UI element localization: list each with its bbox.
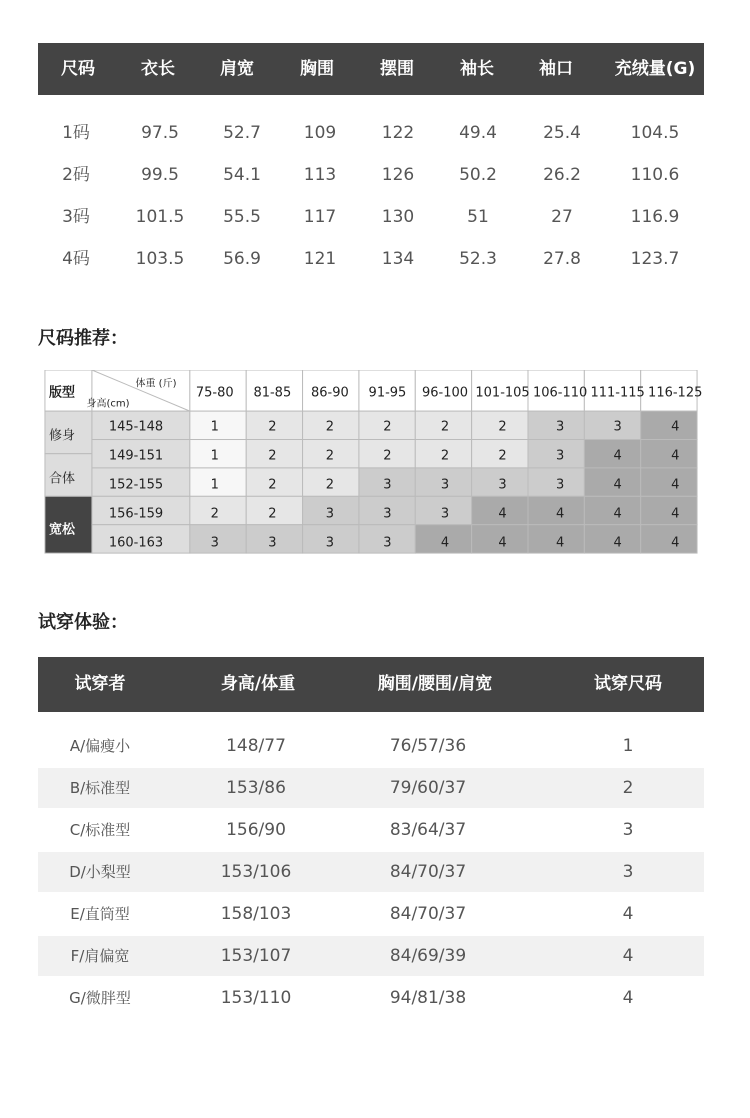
fit-column-header: 版型 <box>48 385 76 401</box>
size-grid-value: 2 <box>440 419 450 434</box>
size-grid-value: 1 <box>210 448 219 463</box>
size-grid-cell <box>641 525 697 553</box>
size-grid-value: 4 <box>498 506 507 521</box>
size-grid-cell <box>584 440 640 468</box>
trial-row <box>38 726 704 766</box>
size-cell: 104.5 <box>630 123 680 143</box>
size-cell: 130 <box>381 207 415 227</box>
size-grid-value: 2 <box>325 477 335 492</box>
weight-range-label: 116-125 <box>648 385 703 401</box>
size-grid-value: 3 <box>440 506 450 521</box>
size-grid-cell <box>641 468 697 496</box>
weight-range-label: 81-85 <box>253 385 292 401</box>
size-cell: 134 <box>381 249 415 269</box>
trial-size: 4 <box>622 904 634 924</box>
trial-height-weight: 148/77 <box>226 736 286 756</box>
trial-tester: D/小梨型 <box>69 863 131 881</box>
trial-height-weight: 156/90 <box>226 820 286 840</box>
size-header-cell: 袖口 <box>539 59 573 79</box>
size-header-cell: 肩宽 <box>220 59 254 79</box>
size-cell: 1码 <box>62 123 90 143</box>
size-grid-value: 4 <box>671 477 680 492</box>
weight-range-label: 101-105 <box>475 385 530 401</box>
size-grid-value: 2 <box>268 477 277 492</box>
trial-row <box>38 810 704 850</box>
size-header-cell: 摆围 <box>380 59 414 79</box>
trial-tester: C/标准型 <box>69 821 131 839</box>
size-grid-value: 2 <box>498 448 507 463</box>
height-range-label: 160-163 <box>108 535 164 550</box>
size-recommend-grid <box>38 370 704 562</box>
size-grid-value: 4 <box>555 506 565 521</box>
size-grid-value: 3 <box>210 535 219 550</box>
size-grid-value: 3 <box>325 506 335 521</box>
trial-tester: A/偏瘦小 <box>69 737 131 755</box>
trial-header-cell: 试穿尺码 <box>594 674 662 694</box>
weight-range-label: 75-80 <box>195 385 234 401</box>
trial-tester: B/标准型 <box>69 779 131 797</box>
trial-measurements: 76/57/36 <box>389 736 467 756</box>
height-range-label: 156-159 <box>108 506 164 521</box>
size-grid-value: 4 <box>613 535 622 550</box>
size-grid-value: 2 <box>268 448 277 463</box>
weight-range-label: 106-110 <box>532 385 588 401</box>
size-cell: 27.8 <box>543 249 581 269</box>
size-grid-value: 4 <box>613 448 622 463</box>
size-cell: 52.7 <box>223 123 261 143</box>
size-cell: 50.2 <box>459 165 497 185</box>
size-cell: 121 <box>303 249 337 269</box>
trial-height-weight: 153/107 <box>220 946 292 966</box>
weight-range-label: 91-95 <box>368 385 407 401</box>
trial-height-weight: 153/110 <box>220 988 292 1008</box>
size-cell: 101.5 <box>135 207 185 227</box>
size-header-cell: 尺码 <box>61 59 95 79</box>
trial-row <box>38 768 704 808</box>
fit-label: 合体 <box>48 471 76 487</box>
trial-measurements: 83/64/37 <box>389 820 467 840</box>
size-grid-value: 3 <box>268 535 277 550</box>
trial-row <box>38 936 704 976</box>
size-cell: 113 <box>303 165 337 185</box>
height-range-label: 149-151 <box>108 448 164 463</box>
size-grid-value: 3 <box>325 535 335 550</box>
size-table-header <box>38 43 704 95</box>
size-grid-value: 3 <box>555 448 565 463</box>
trial-size: 1 <box>622 736 634 756</box>
trial-header-cell: 身高/体重 <box>220 674 296 694</box>
size-cell: 103.5 <box>135 249 185 269</box>
size-grid-cell <box>584 468 640 496</box>
size-grid-cell <box>584 496 640 524</box>
size-cell: 109 <box>303 123 337 143</box>
size-cell: 110.6 <box>630 165 680 185</box>
size-cell: 51 <box>467 207 489 227</box>
trial-size: 3 <box>622 862 634 882</box>
trial-measurements: 84/70/37 <box>389 904 467 924</box>
trial-tester: F/肩偏宽 <box>70 947 130 965</box>
size-grid-value: 4 <box>555 535 565 550</box>
size-grid-cell <box>641 496 697 524</box>
height-axis-label: 身高(cm) <box>86 398 130 410</box>
trial-row <box>38 894 704 934</box>
size-grid-value: 4 <box>671 448 680 463</box>
size-grid-value: 4 <box>671 535 680 550</box>
trial-header-cell: 试穿者 <box>74 674 126 694</box>
recommend-title: 尺码推荐： <box>38 328 128 349</box>
trial-height-weight: 158/103 <box>220 904 292 924</box>
size-cell: 123.7 <box>630 249 680 269</box>
size-grid-value: 3 <box>383 506 392 521</box>
trial-height-weight: 153/86 <box>226 778 286 798</box>
trial-tester: E/直筒型 <box>70 905 130 923</box>
weight-axis-label: 体重 (斤) <box>135 378 177 390</box>
size-cell: 25.4 <box>543 123 581 143</box>
size-grid-value: 4 <box>613 506 622 521</box>
size-cell: 52.3 <box>459 249 497 269</box>
size-cell: 54.1 <box>223 165 261 185</box>
size-grid-value: 2 <box>210 506 219 521</box>
size-grid-value: 4 <box>498 535 507 550</box>
size-grid-cell <box>641 411 697 439</box>
size-cell: 99.5 <box>141 165 179 185</box>
size-table-row <box>38 202 704 232</box>
size-grid-value: 4 <box>613 477 622 492</box>
size-cell: 122 <box>381 123 415 143</box>
size-grid-value: 2 <box>383 419 392 434</box>
size-header-cell: 充绒量(G) <box>614 59 696 79</box>
size-grid-cell <box>584 525 640 553</box>
size-grid-value: 2 <box>268 419 277 434</box>
weight-range-label: 96-100 <box>421 385 469 401</box>
size-grid-value: 3 <box>555 419 565 434</box>
size-grid-value: 3 <box>498 477 507 492</box>
trial-size: 2 <box>622 778 634 798</box>
size-grid-value: 4 <box>671 506 680 521</box>
trial-table-header <box>38 657 704 712</box>
trial-size: 4 <box>622 946 634 966</box>
trial-tester: G/微胖型 <box>69 989 131 1007</box>
size-table-row <box>38 244 704 274</box>
size-cell: 56.9 <box>223 249 261 269</box>
size-cell: 97.5 <box>141 123 179 143</box>
trial-height-weight: 153/106 <box>220 862 292 882</box>
size-grid-value: 1 <box>210 419 219 434</box>
size-grid-value: 2 <box>325 448 335 463</box>
trial-row <box>38 978 704 1018</box>
trial-size: 4 <box>622 988 634 1008</box>
trial-header-cell: 胸围/腰围/肩宽 <box>377 674 493 694</box>
size-grid-value: 4 <box>671 419 680 434</box>
height-range-label: 145-148 <box>108 419 164 434</box>
size-cell: 126 <box>381 165 415 185</box>
size-grid-cell <box>584 411 640 439</box>
trial-title: 试穿体验： <box>38 612 128 633</box>
size-cell: 117 <box>303 207 337 227</box>
size-cell: 49.4 <box>459 123 497 143</box>
trial-size: 3 <box>622 820 634 840</box>
weight-range-label: 111-115 <box>590 385 645 401</box>
height-range-label: 152-155 <box>108 477 164 492</box>
size-grid-value: 2 <box>383 448 392 463</box>
weight-range-label: 86-90 <box>310 385 349 401</box>
size-header-cell: 袖长 <box>460 59 494 79</box>
size-grid-value: 3 <box>613 419 622 434</box>
size-table-row <box>38 160 704 190</box>
size-cell: 116.9 <box>630 207 680 227</box>
size-grid-value: 2 <box>498 419 507 434</box>
trial-row <box>38 852 704 892</box>
trial-measurements: 84/69/39 <box>389 946 467 966</box>
size-grid-cell <box>641 440 697 468</box>
fit-label: 宽松 <box>48 522 76 538</box>
size-grid-value: 3 <box>555 477 565 492</box>
size-cell: 26.2 <box>543 165 581 185</box>
size-grid-value: 2 <box>325 419 335 434</box>
trial-measurements: 79/60/37 <box>389 778 467 798</box>
size-cell: 2码 <box>62 165 90 185</box>
size-cell: 4码 <box>62 249 90 269</box>
size-header-cell: 衣长 <box>141 59 175 79</box>
size-header-cell: 胸围 <box>300 59 334 79</box>
size-cell: 27 <box>551 207 573 227</box>
size-grid-value: 3 <box>383 535 392 550</box>
size-grid-value: 1 <box>210 477 219 492</box>
trial-measurements: 84/70/37 <box>389 862 467 882</box>
size-grid-value: 3 <box>440 477 450 492</box>
trial-measurements: 94/81/38 <box>389 988 467 1008</box>
fit-label: 修身 <box>48 428 76 444</box>
size-cell: 55.5 <box>223 207 261 227</box>
size-table-row <box>38 118 704 148</box>
size-grid-value: 2 <box>440 448 450 463</box>
size-grid-value: 2 <box>268 506 277 521</box>
size-cell: 3码 <box>62 207 90 227</box>
size-grid-value: 3 <box>383 477 392 492</box>
size-grid-value: 4 <box>440 535 450 550</box>
